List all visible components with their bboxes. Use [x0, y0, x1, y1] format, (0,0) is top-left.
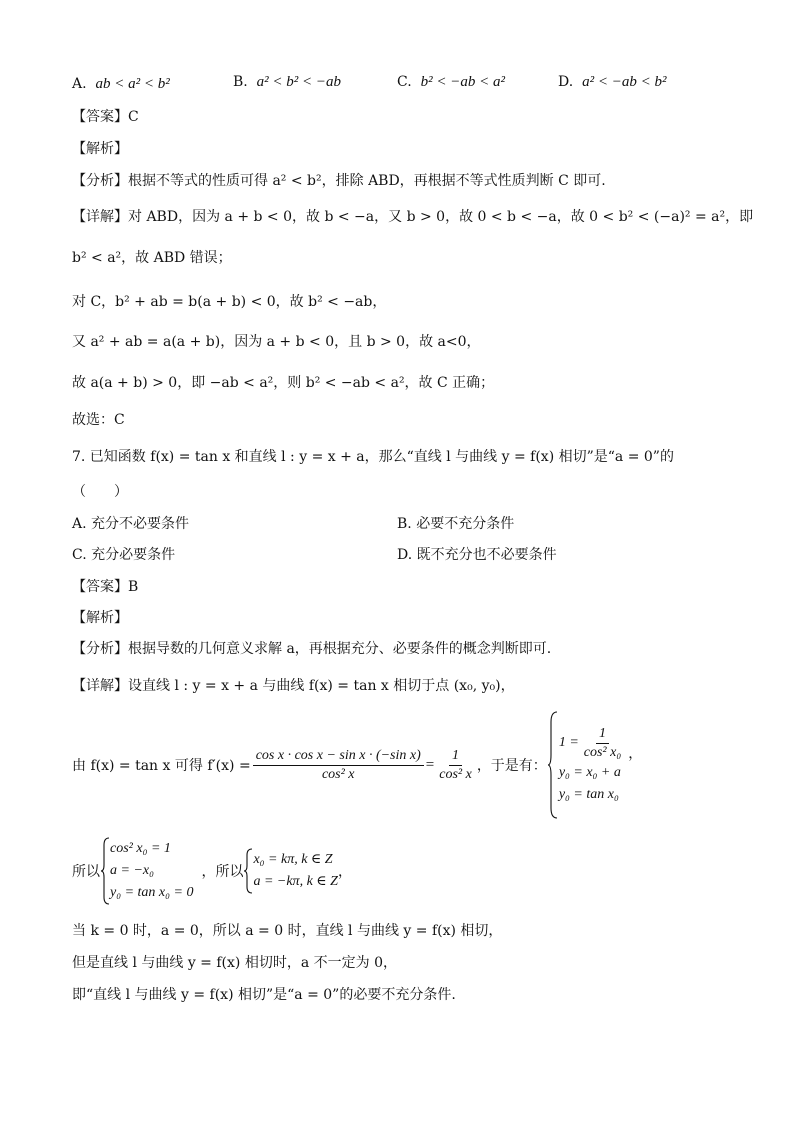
q6-detail-5: 故 a(a + b) > 0，即 −ab < a²，则 b² < −ab < a²，故 C 正确；	[72, 375, 495, 391]
derivative-fraction: $\frac{\text{cos x · cos x − sin x · (−sin x)}}{\text{cos² x}}$	[253, 747, 424, 784]
q7-option-d: D. 既不充分也不必要条件	[397, 547, 557, 563]
q7-detail-1: 【详解】设直线 l : y = x + a 与曲线 f(x) = tan x 相切于点 (x₀, y₀)，	[72, 678, 515, 694]
solution-system-1: cos² x₀ = 1 a = −x₀ y₀ = tan x₀ = 0	[100, 836, 193, 906]
left-brace-icon	[100, 836, 110, 906]
q6-option-c-expr: b² < −ab < a²	[420, 74, 505, 90]
q7-line-2: 但是直线 l 与曲线 y = f(x) 相切时，a 不一定为 0，	[72, 955, 397, 971]
q6-option-a-expr: ab < a² < b²	[95, 76, 170, 92]
q6-jiexi: 【解析】	[72, 141, 128, 157]
q6-answer: 【答案】C	[72, 109, 139, 125]
left-brace-icon	[243, 847, 253, 895]
q6-choose: 故选：C	[72, 412, 125, 428]
q6-option-b: B. a² < b² < −ab	[233, 74, 342, 90]
q7-solution-systems: 所以 cos² x₀ = 1 a = −x₀ y₀ = tan x₀ = 0 ，所以 x₀ = kπ, k ∈ Z a = −kπ, k ∈ Z ，	[72, 836, 352, 906]
q7-stem-2: （ ）	[72, 484, 128, 500]
q7-option-b: B. 必要不充分条件	[397, 516, 515, 532]
q7-option-c: C. 充分必要条件	[72, 547, 176, 563]
q7-line-1: 当 k = 0 时，a = 0，所以 a = 0 时，直线 l 与曲线 y = f(x) 相切，	[72, 923, 503, 939]
q6-detail-2: b² < a²，故 ABD 错误；	[72, 250, 232, 266]
q6-option-d-expr: a² < −ab < b²	[582, 74, 667, 90]
q6-detail-1: 【详解】对 ABD，因为 a + b < 0，故 b < −a，又 b > 0，故 0 < b < −a，故 0 < b² < (−a)² = a²，即	[72, 209, 754, 225]
q7-answer: 【答案】B	[72, 579, 139, 595]
q6-option-a: A. ab < a² < b²	[72, 76, 170, 92]
q7-fenxi: 【分析】根据导数的几何意义求解 a，再根据充分、必要条件的概念判断即可.	[72, 641, 552, 657]
left-brace-icon	[547, 710, 559, 820]
q7-stem-1: 7. 已知函数 f(x) = tan x 和直线 l : y = x + a，那么“直线 l 与曲线 y = f(x) 相切”是“a = 0”的	[72, 449, 674, 465]
q6-fenxi: 【分析】根据不等式的性质可得 a² < b²，排除 ABD，再根据不等式性质判断 C 即可.	[72, 173, 606, 189]
q6-option-b-expr: a² < b² < −ab	[256, 74, 342, 90]
q6-detail-3: 对 C，b² + ab = b(a + b) < 0，故 b² < −ab，	[72, 294, 387, 310]
q7-line-3: 即“直线 l 与曲线 y = f(x) 相切”是“a = 0”的必要不充分条件.	[72, 987, 456, 1003]
q7-derivative-line: 由 f(x) = tan x 可得 f′(x) = $\frac{\text{cos x · cos x − sin x · (−sin x)}}{\text{cos² x}}$ = $\frac{1}{\text{cos² x}}$ ，于是有： 1 = $\frac{1}{\text{cos² x₀}}$ y₀ = x₀ + a y₀ = tan x₀ ，	[72, 710, 642, 820]
q7-option-a: A. 充分不必要条件	[72, 516, 190, 532]
solution-system-2: x₀ = kπ, k ∈ Z a = −kπ, k ∈ Z	[243, 847, 338, 895]
tangent-system: 1 = $\frac{1}{\text{cos² x₀}}$ y₀ = x₀ + a y₀ = tan x₀	[547, 710, 626, 820]
q6-detail-4: 又 a² + ab = a(a + b)，因为 a + b < 0，且 b > 0，故 a<0，	[72, 334, 481, 350]
q6-option-c: C. b² < −ab < a²	[397, 74, 505, 90]
q6-option-d: D. a² < −ab < b²	[558, 74, 667, 90]
simplified-fraction: $\frac{1}{\text{cos² x}}$	[439, 747, 472, 782]
q7-jiexi: 【解析】	[72, 610, 128, 626]
